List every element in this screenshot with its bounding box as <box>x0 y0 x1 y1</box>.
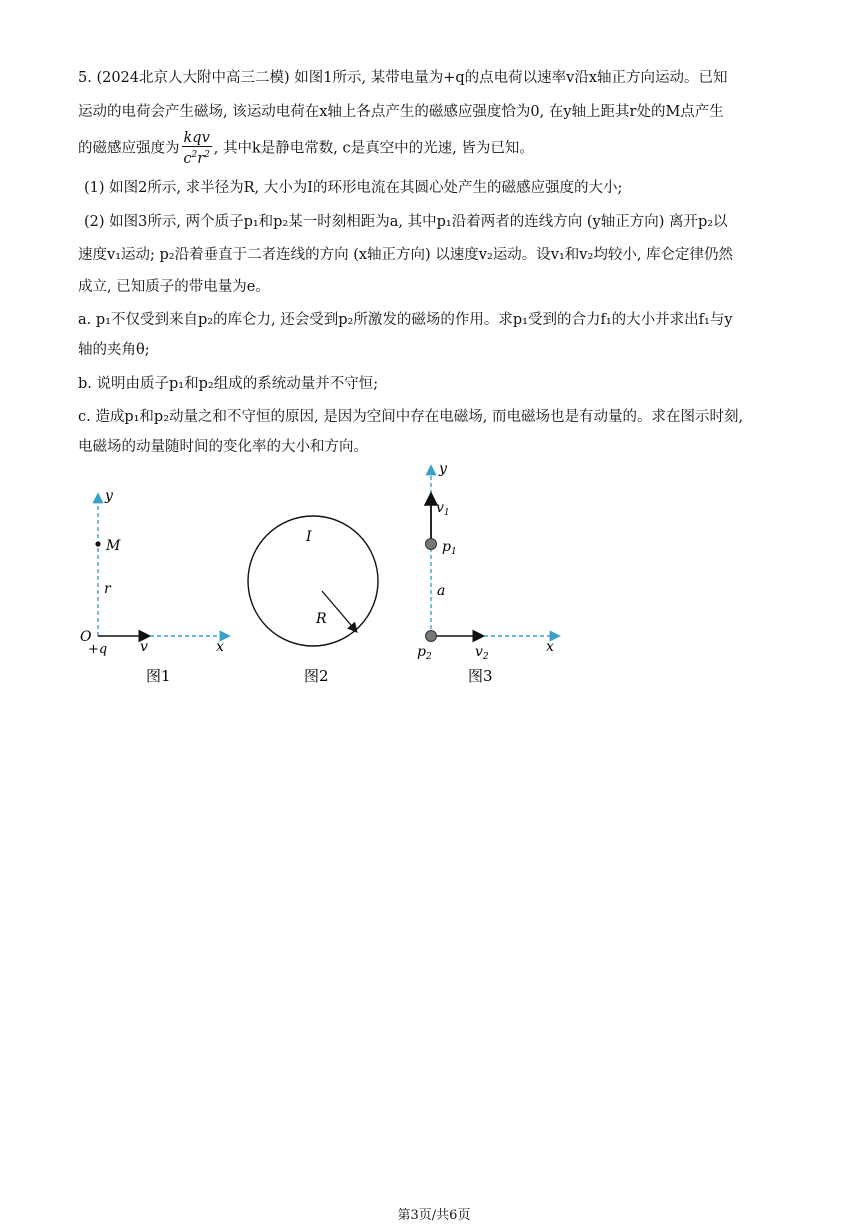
fig1-label-M: M <box>106 538 121 554</box>
fig3-label-p2 <box>417 644 432 662</box>
denominator-c: c <box>183 150 192 167</box>
fig1-caption: 图1 <box>146 667 171 685</box>
sub-c-line-2: 电磁场的动量随时间的变化率的大小和方向。 <box>78 439 368 455</box>
fraction-denominator <box>182 147 212 167</box>
sub-c-line-1: c. 造成p₁和p₂动量之和不守恒的原因, 是因为空间中存在电磁场, 而电磁场也是有动量的。求在图示时刻, <box>78 409 744 425</box>
fig3-proton-p1 <box>426 539 437 550</box>
fig2-label-I: I <box>306 529 312 545</box>
part-1: (1) 如图2所示, 求半径为R, 大小为I的环形电流在其圆心处产生的磁感应强度的大小; <box>84 180 623 196</box>
fig2-radius-arrow <box>322 591 356 631</box>
question-line-2: 运动的电荷会产生磁场, 该运动电荷在x轴上各点产生的磁感应强度恰为0, 在y轴上距其r处的M点产生 <box>78 104 724 120</box>
fig3-v1-sub: 1 <box>443 508 450 518</box>
fig3-label-v1 <box>436 500 450 518</box>
fig3-proton-p2 <box>426 631 437 642</box>
fig3-p2-main: p <box>417 644 426 660</box>
sub-b: b. 说明由质子p₁和p₂组成的系统动量并不守恒; <box>78 376 379 392</box>
fig3-v2-main: v <box>475 644 483 660</box>
fig3-label-x: x <box>546 639 554 655</box>
figure-1 <box>80 488 228 685</box>
question-line-3 <box>78 130 798 167</box>
fig3-caption: 图3 <box>468 667 493 685</box>
fraction-numerator: kqv <box>183 130 210 146</box>
fig3-label-v2 <box>475 644 489 662</box>
fig3-label-p1 <box>442 539 457 557</box>
fig2-current-loop <box>248 516 378 646</box>
figure-2 <box>248 516 378 685</box>
fig1-label-x: x <box>216 639 224 655</box>
sub-a-line-2: 轴的夹角θ; <box>78 342 150 358</box>
fig1-label-O: O <box>80 629 92 645</box>
fig1-label-q: +q <box>88 642 108 657</box>
line3-suffix: , 其中k是静电常数, c是真空中的光速, 皆为已知。 <box>213 140 534 157</box>
fig3-v1-main: v <box>436 500 444 516</box>
fig3-p2-sub: 2 <box>425 652 432 662</box>
fig3-v2-sub: 2 <box>482 652 489 662</box>
fig1-point-M <box>95 541 100 546</box>
figures <box>0 455 868 695</box>
fig2-label-R: R <box>316 611 327 627</box>
line3-prefix: 的磁感应强度为 <box>78 140 180 157</box>
part-2-line-2: 速度v₁运动; p₂沿着垂直于二者连线的方向 (x轴正方向) 以速度v₂运动。设v₁和v₂均较小, 库仑定律仍然 <box>78 247 734 263</box>
fig1-label-y: y <box>105 488 113 504</box>
denominator-r: r <box>197 150 205 167</box>
part-2-line-3: 成立, 已知质子的带电量为e。 <box>78 279 270 295</box>
question-line-1: 5. (2024北京人大附中高三二模) 如图1所示, 某带电量为+q的点电荷以速率v沿x轴正方向运动。已知 <box>78 70 728 86</box>
part-2-line-1: (2) 如图3所示, 两个质子p₁和p₂某一时刻相距为a, 其中p₁沿着两者的连线方向 (y轴正方向) 离开p₂以 <box>84 214 728 230</box>
fig2-caption: 图2 <box>304 667 329 685</box>
denominator-c-exp: 2 <box>191 150 198 160</box>
fig3-p1-main: p <box>442 539 451 555</box>
sub-a-line-1: a. p₁不仅受到来自p₂的库仑力, 还会受到p₂所激发的磁场的作用。求p₁受到的合力f₁的大小并求出f₁与y <box>78 312 733 328</box>
fig1-label-v: v <box>140 639 148 655</box>
figure-3 <box>417 461 558 685</box>
fig3-label-a: a <box>437 583 446 599</box>
fig1-label-r: r <box>104 581 111 597</box>
fig3-label-y: y <box>439 461 447 477</box>
fig3-p1-sub: 1 <box>450 547 457 557</box>
page-footer: 第3页/共6页 <box>397 1208 471 1223</box>
fraction-kqv-c2r2 <box>182 130 212 167</box>
denominator-r-exp: 2 <box>204 150 210 160</box>
